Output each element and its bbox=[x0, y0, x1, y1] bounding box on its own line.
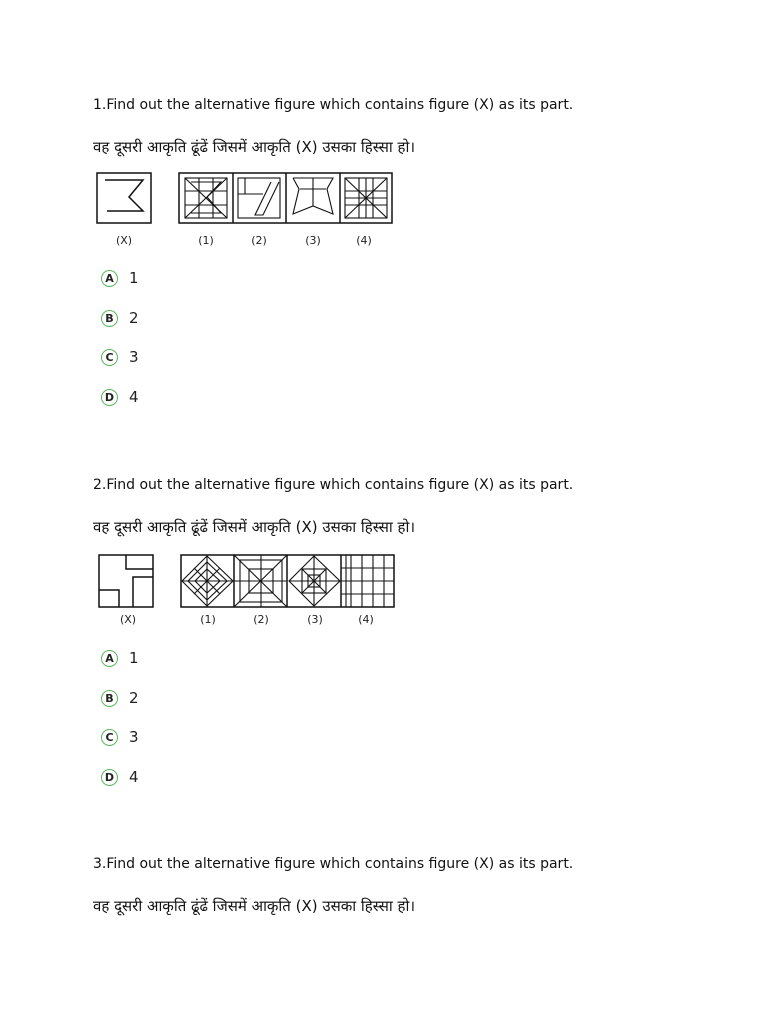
figure-x bbox=[97, 173, 151, 223]
option-label: 4 bbox=[129, 388, 139, 406]
option-c[interactable] bbox=[101, 346, 139, 368]
figure-label-1: (1) bbox=[198, 234, 214, 247]
option-b[interactable] bbox=[101, 307, 139, 329]
option-letter-badge: C bbox=[101, 349, 118, 366]
question-hindi-text: वह दूसरी आकृति ढूंढें जिसमें आकृति (X) उसका हिस्सा हो। bbox=[93, 518, 416, 536]
figure-option-2 bbox=[238, 178, 280, 218]
option-label: 2 bbox=[129, 689, 139, 707]
figure-option-3 bbox=[293, 178, 333, 214]
option-letter-badge: D bbox=[101, 769, 118, 786]
option-c[interactable] bbox=[101, 726, 139, 748]
figure-label-2: (2) bbox=[251, 234, 267, 247]
option-b[interactable] bbox=[101, 687, 139, 709]
figure-label-4: (4) bbox=[356, 234, 372, 247]
figure-label-4: (4) bbox=[358, 613, 374, 626]
option-label: 1 bbox=[129, 269, 139, 287]
figure-option-1 bbox=[182, 556, 233, 606]
question-text: 1.Find out the alternative figure which contains figure (X) as its part. bbox=[93, 97, 574, 113]
figure-label-3: (3) bbox=[307, 613, 323, 626]
figure-option-2 bbox=[234, 555, 287, 607]
figure-set-2 bbox=[95, 547, 400, 629]
option-letter-badge: C bbox=[101, 729, 118, 746]
question-text: 2.Find out the alternative figure which contains figure (X) as its part. bbox=[93, 477, 574, 493]
option-letter-badge: A bbox=[101, 270, 118, 287]
option-label: 3 bbox=[129, 348, 139, 366]
option-letter-badge: B bbox=[101, 310, 118, 327]
option-label: 3 bbox=[129, 728, 139, 746]
figure-set-1 bbox=[95, 167, 400, 249]
figure-option-4 bbox=[345, 178, 387, 218]
option-d[interactable] bbox=[101, 386, 139, 408]
option-letter-badge: B bbox=[101, 690, 118, 707]
option-letter-badge: D bbox=[101, 389, 118, 406]
figure-label-x: (X) bbox=[119, 613, 137, 626]
question-text: 3.Find out the alternative figure which contains figure (X) as its part. bbox=[93, 856, 574, 872]
figure-option-4 bbox=[341, 555, 394, 607]
figure-label-3: (3) bbox=[305, 234, 321, 247]
figure-option-1 bbox=[185, 178, 227, 218]
question-hindi-text: वह दूसरी आकृति ढूंढें जिसमें आकृति (X) उसका हिस्सा हो। bbox=[93, 138, 416, 156]
option-label: 4 bbox=[129, 768, 139, 786]
option-a[interactable] bbox=[101, 647, 139, 669]
figure-label-x: (X) bbox=[115, 234, 133, 247]
figure-option-3 bbox=[289, 556, 340, 606]
option-a[interactable] bbox=[101, 267, 139, 289]
question-1-figure bbox=[95, 167, 400, 249]
figure-label-2: (2) bbox=[253, 613, 269, 626]
option-label: 2 bbox=[129, 309, 139, 327]
option-label: 1 bbox=[129, 649, 139, 667]
figure-x bbox=[99, 555, 153, 607]
question-hindi-text: वह दूसरी आकृति ढूंढें जिसमें आकृति (X) उसका हिस्सा हो। bbox=[93, 897, 416, 915]
option-letter-badge: A bbox=[101, 650, 118, 667]
figure-label-1: (1) bbox=[200, 613, 216, 626]
option-d[interactable] bbox=[101, 766, 139, 788]
question-2-figure bbox=[95, 547, 400, 629]
